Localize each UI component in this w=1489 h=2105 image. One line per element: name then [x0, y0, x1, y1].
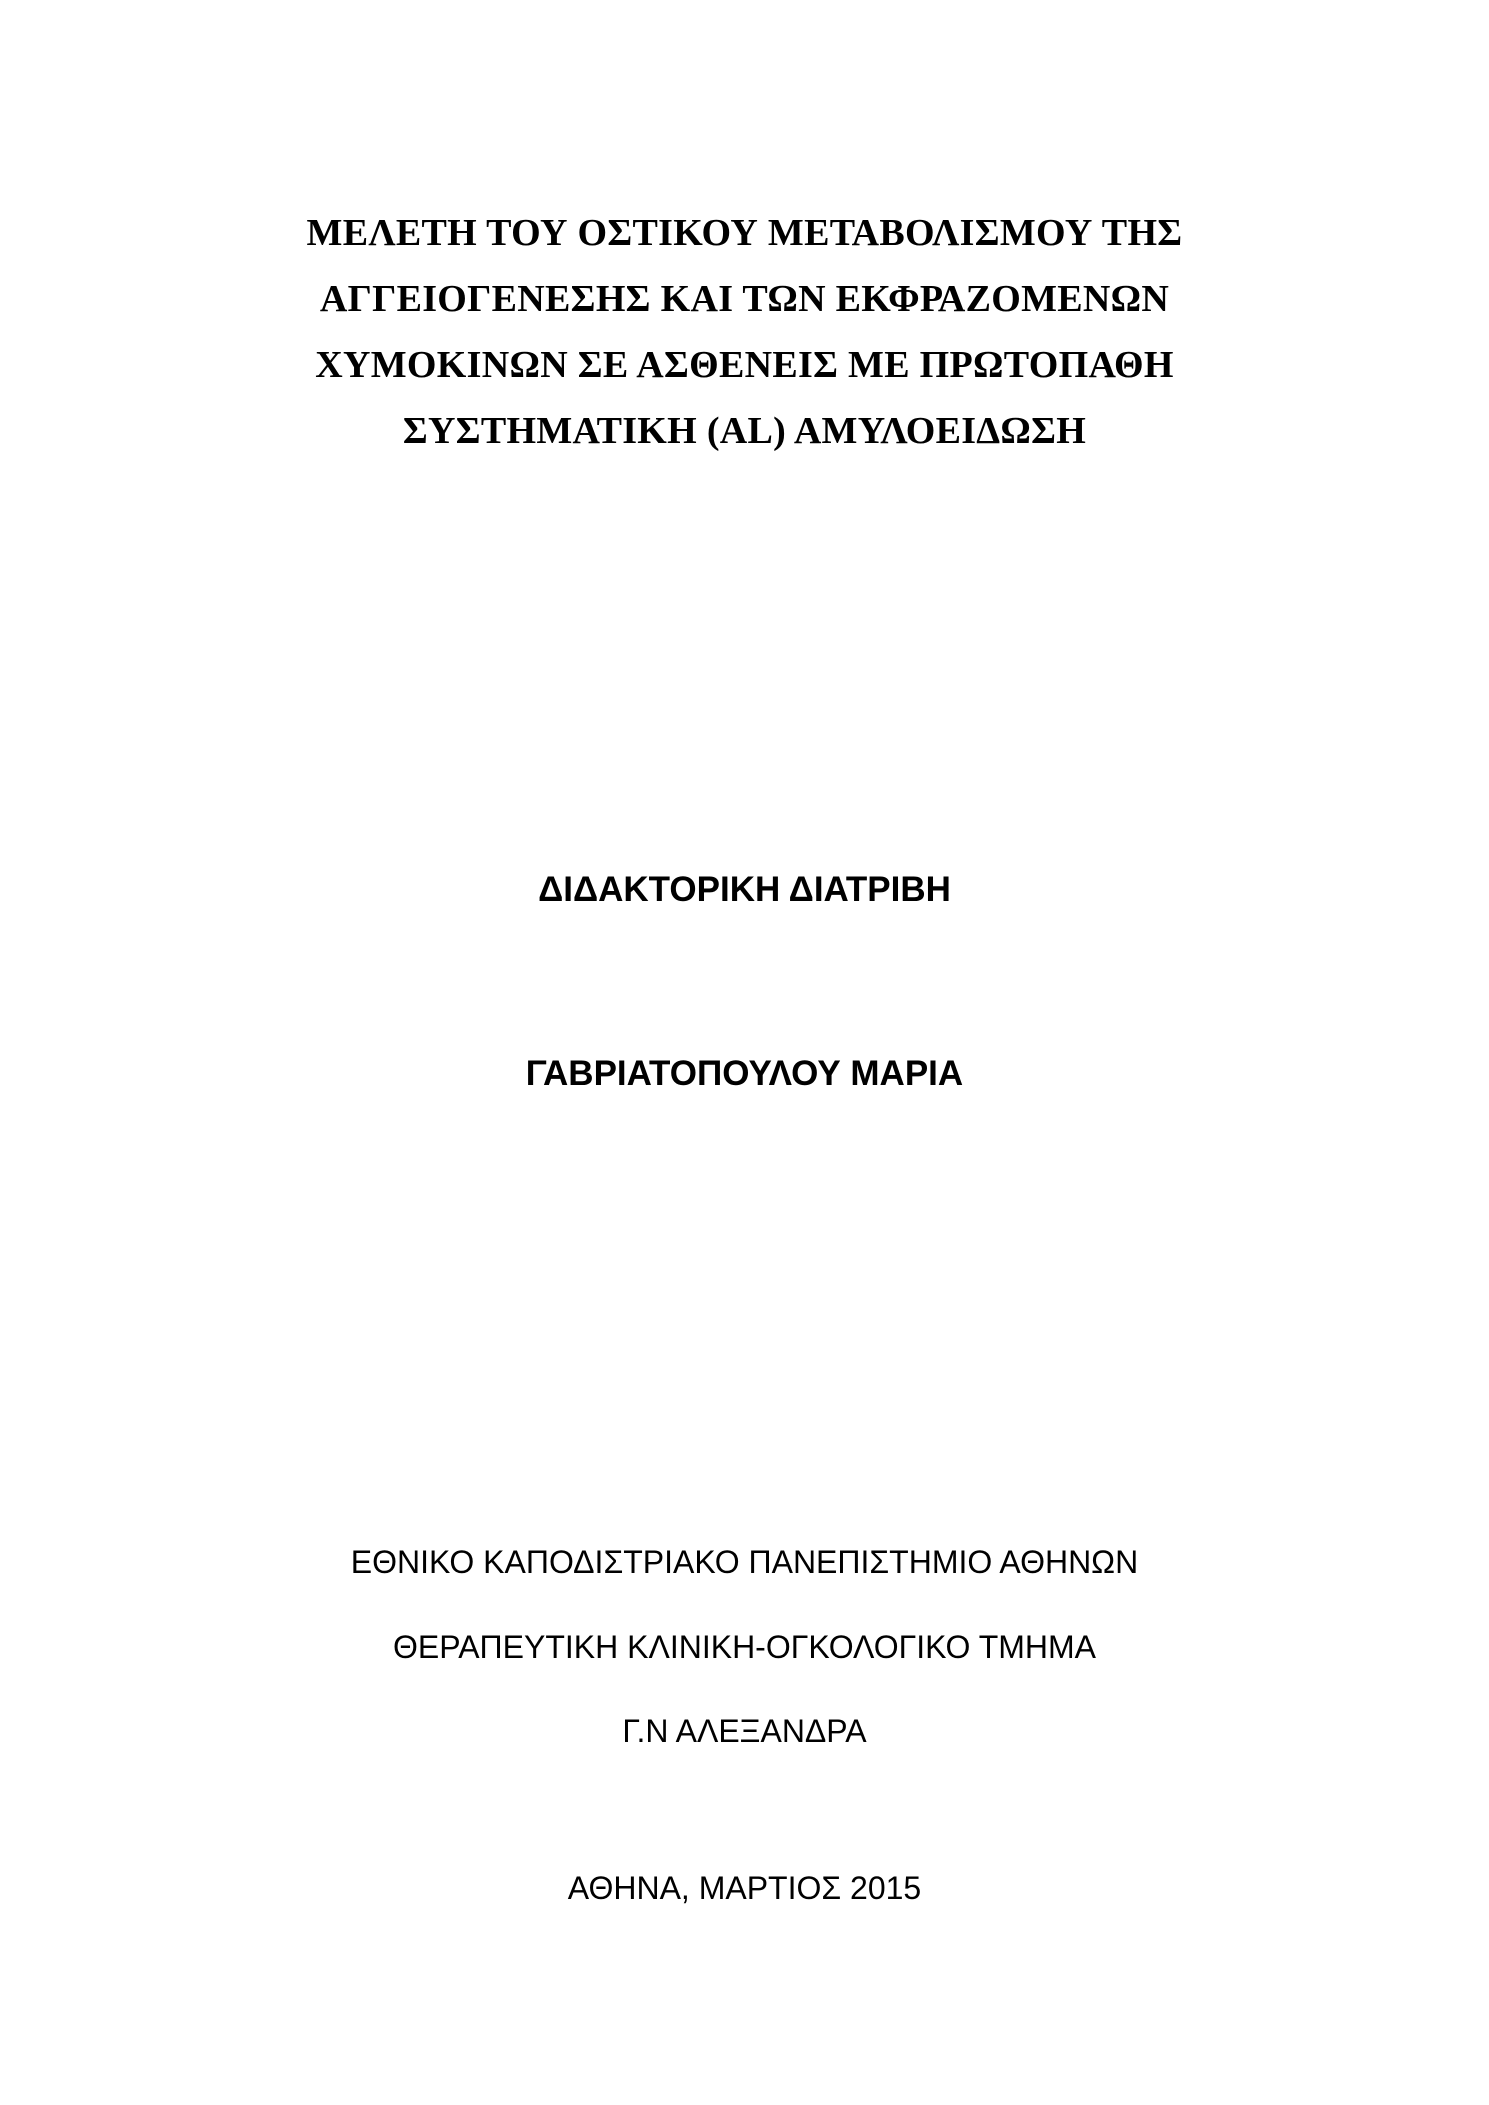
university-name: ΕΘΝΙΚΟ ΚΑΠΟΔΙΣΤΡΙΑΚΟ ΠΑΝΕΠΙΣΤΗΜΙΟ ΑΘΗΝΩΝ [350, 1544, 1139, 1580]
document-type: ΔΙΔΑΚΤΟΡΙΚΗ ΔΙΑΤΡΙΒΗ [538, 870, 951, 909]
title-line: ΜΕΛΕΤΗ ΤΟΥ ΟΣΤΙΚΟΥ ΜΕΤΑΒΟΛΙΣΜΟΥ ΤΗΣ [306, 212, 1183, 254]
title-line: ΣΥΣΤΗΜΑΤΙΚΗ (AL) ΑΜΥΛΟΕΙΔΩΣΗ [402, 410, 1087, 452]
department-name: ΘΕΡΑΠΕΥΤΙΚΗ ΚΛΙΝΙΚΗ-ΟΓΚΟΛΟΓΙΚΟ ΤΜΗΜΑ [392, 1629, 1096, 1665]
title-line: ΧΥΜΟΚΙΝΩΝ ΣΕ ΑΣΘΕΝΕΙΣ ΜΕ ΠΡΩΤΟΠΑΘΗ [315, 344, 1174, 386]
thesis-title [0, 200, 1489, 464]
place-date: ΑΘΗΝΑ, ΜΑΡΤΙΟΣ 2015 [567, 1870, 922, 1906]
author-name: ΓΑΒΡΙΑΤΟΠΟΥΛΟΥ ΜΑΡΙΑ [525, 1054, 964, 1093]
title-line: ΑΓΓΕΙΟΓΕΝΕΣΗΣ ΚΑΙ ΤΩΝ ΕΚΦΡΑΖΟΜΕΝΩΝ [319, 278, 1170, 320]
hospital-name: Γ.Ν ΑΛΕΞΑΝΔΡΑ [622, 1713, 867, 1749]
